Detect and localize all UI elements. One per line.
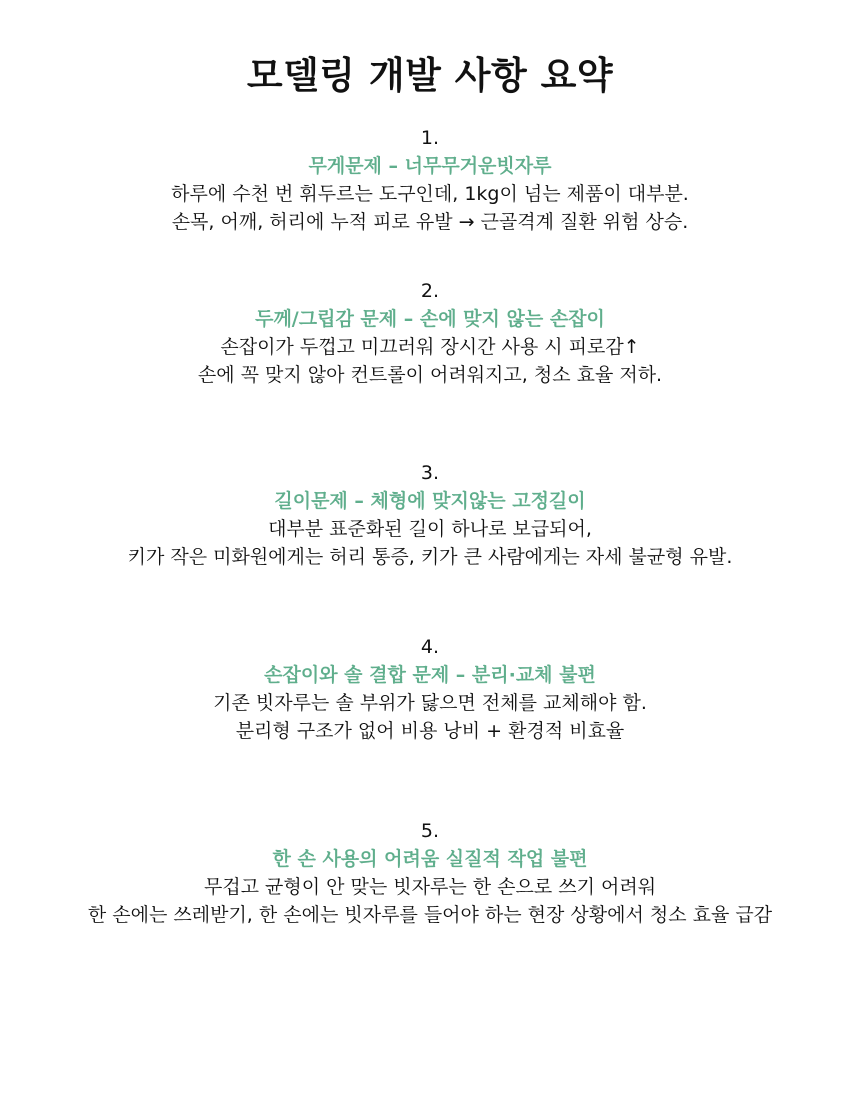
section-body-line: 하루에 수천 번 휘두르는 도구인데, 1kg이 넘는 제품이 대부분. [171,183,689,205]
section-body-line: 손에 꼭 맞지 않아 컨트롤이 어려워지고, 청소 효율 저하. [197,364,663,386]
section-number: 3. [420,462,440,484]
section-body-line: 분리형 구조가 없어 비용 낭비 + 환경적 비효율 [235,720,625,742]
section-heading: 손잡이와 솔 결합 문제 – 분리·교체 불편 [264,664,596,686]
section-4 [0,633,860,745]
section-5 [0,817,860,929]
section-number: 5. [420,820,440,842]
section-body-line: 무겁고 균형이 안 맞는 빗자루는 한 손으로 쓰기 어려워 [203,876,657,898]
section-heading: 길이문제 – 체형에 맞지않는 고정길이 [274,490,586,512]
section-heading: 무게문제 – 너무무거운빗자루 [308,155,552,177]
section-3 [0,459,860,571]
section-heading: 한 손 사용의 어려움 실질적 작업 불편 [272,848,588,870]
section-2 [0,277,860,389]
section-number: 4. [420,636,440,658]
section-1 [0,124,860,236]
section-body-line: 손잡이가 두껍고 미끄러워 장시간 사용 시 피로감↑ [220,336,640,358]
section-number: 2. [420,280,440,302]
section-body-line: 한 손에는 쓰레받기, 한 손에는 빗자루를 들어야 하는 현장 상황에서 청소 효율 급감 [87,904,773,926]
section-number: 1. [420,127,440,149]
section-body-line: 대부분 표준화된 길이 하나로 보급되어, [268,518,592,540]
section-heading: 두께/그립감 문제 – 손에 맞지 않는 손잡이 [255,308,605,330]
section-body-line: 손목, 어깨, 허리에 누적 피로 유발 → 근골격계 질환 위험 상승. [171,211,689,233]
section-body-line: 기존 빗자루는 솔 부위가 닳으면 전체를 교체해야 함. [213,692,647,714]
page-title: 모델링 개발 사항 요약 [246,54,614,97]
section-body-line: 키가 작은 미화원에게는 허리 통증, 키가 큰 사람에게는 자세 불균형 유발. [127,546,733,568]
